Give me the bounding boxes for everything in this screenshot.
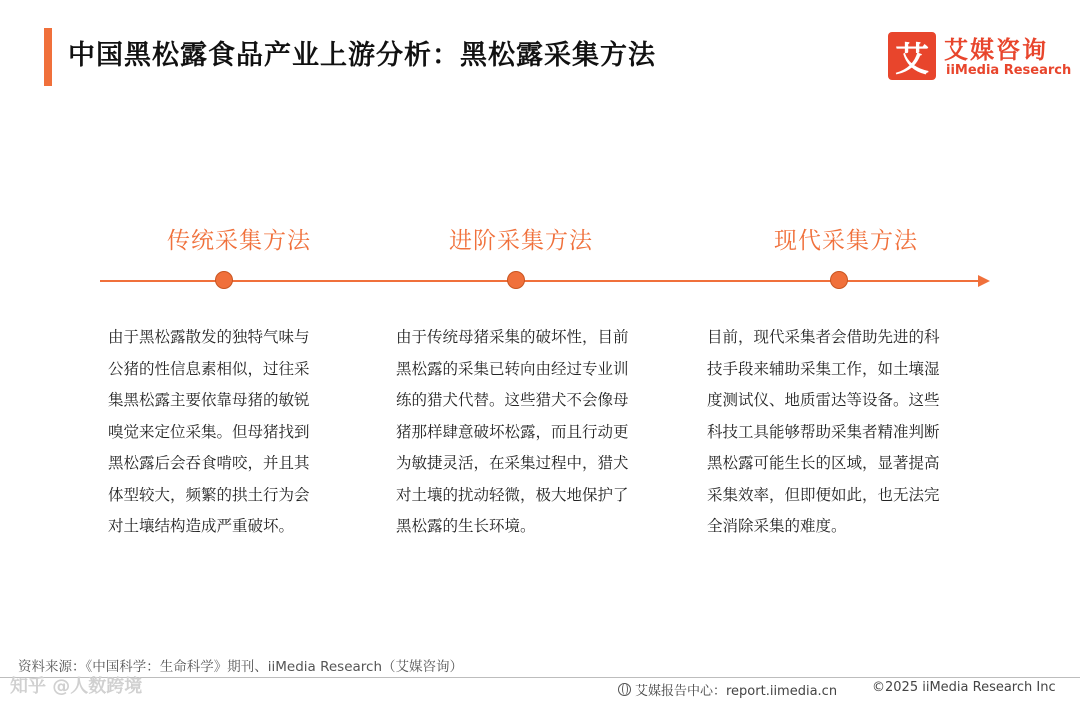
page-title: 中国黑松露食品产业上游分析：黑松露采集方法 xyxy=(68,40,656,71)
desc-line: 由于黑松露散发的独特气味与 xyxy=(108,328,310,346)
timeline-dot-advanced xyxy=(507,271,525,289)
stage-title-modern: 现代采集方法 xyxy=(774,228,918,254)
desc-line: 对土壤结构造成严重破坏。 xyxy=(108,517,295,535)
logo-mark: 艾 xyxy=(888,32,936,80)
footer-report-center xyxy=(618,680,837,699)
desc-line: 黑松露的采集已转向由经过专业训 xyxy=(396,359,629,378)
timeline-arrow-icon xyxy=(978,275,990,287)
desc-line: 集黑松露主要依靠母猪的敏锐 xyxy=(108,391,310,409)
desc-line: 猪那样肆意破坏松露，而且行动更 xyxy=(396,422,629,441)
stage-desc-traditional xyxy=(108,322,310,543)
stage-title-advanced: 进阶采集方法 xyxy=(449,228,593,254)
timeline-dot-traditional xyxy=(215,271,233,289)
stage-title-traditional: 传统采集方法 xyxy=(167,228,311,254)
logo-name-cn: 艾媒咨询 xyxy=(944,36,1048,64)
watermark: 知乎 @人数跨境 xyxy=(10,676,143,697)
desc-line: 对土壤的扰动轻微，极大地保护了 xyxy=(396,485,629,504)
desc-line: 黑松露后会吞食啃咬，并且其 xyxy=(108,454,310,472)
title-accent-bar xyxy=(44,28,52,86)
desc-line: 体型较大，频繁的拱土行为会 xyxy=(108,485,310,504)
logo-name-en: iiMedia Research xyxy=(946,63,1072,78)
globe-icon xyxy=(618,683,631,696)
timeline-dot-modern xyxy=(830,271,848,289)
desc-line: 由于传统母猪采集的破坏性，目前 xyxy=(396,328,629,346)
desc-line: 度测试仪、地质雷达等设备。这些 xyxy=(707,391,940,409)
footer-copyright: ©2025 iiMedia Research Inc xyxy=(872,680,1056,695)
iimedia-logo xyxy=(888,30,1072,84)
desc-line: 嗅觉来定位采集。但母猪找到 xyxy=(108,422,310,441)
desc-line: 目前，现代采集者会借助先进的科 xyxy=(707,328,940,346)
desc-line: 科技工具能够帮助采集者精准判断 xyxy=(707,422,940,441)
desc-line: 黑松露的生长环境。 xyxy=(396,517,536,535)
stage-desc-advanced xyxy=(396,322,629,543)
desc-line: 黑松露可能生长的区域，显著提高 xyxy=(707,454,940,472)
footer-divider xyxy=(0,677,1080,678)
footer-site-text[interactable]: 艾媒报告中心：report.iimedia.cn xyxy=(635,684,838,699)
source-note: 资料来源：《中国科学：生命科学》期刊、iiMedia Research（艾媒咨询） xyxy=(18,659,464,675)
stage-desc-modern xyxy=(707,322,940,543)
desc-line: 为敏捷灵活，在采集过程中，猎犬 xyxy=(396,454,629,472)
desc-line: 练的猎犬代替。这些猎犬不会像母 xyxy=(396,391,629,409)
desc-line: 全消除采集的难度。 xyxy=(707,517,847,535)
desc-line: 采集效率，但即便如此，也无法完 xyxy=(707,485,940,504)
desc-line: 公猪的性信息素相似，过往采 xyxy=(108,359,310,378)
desc-line: 技手段来辅助采集工作，如土壤湿 xyxy=(707,359,940,378)
